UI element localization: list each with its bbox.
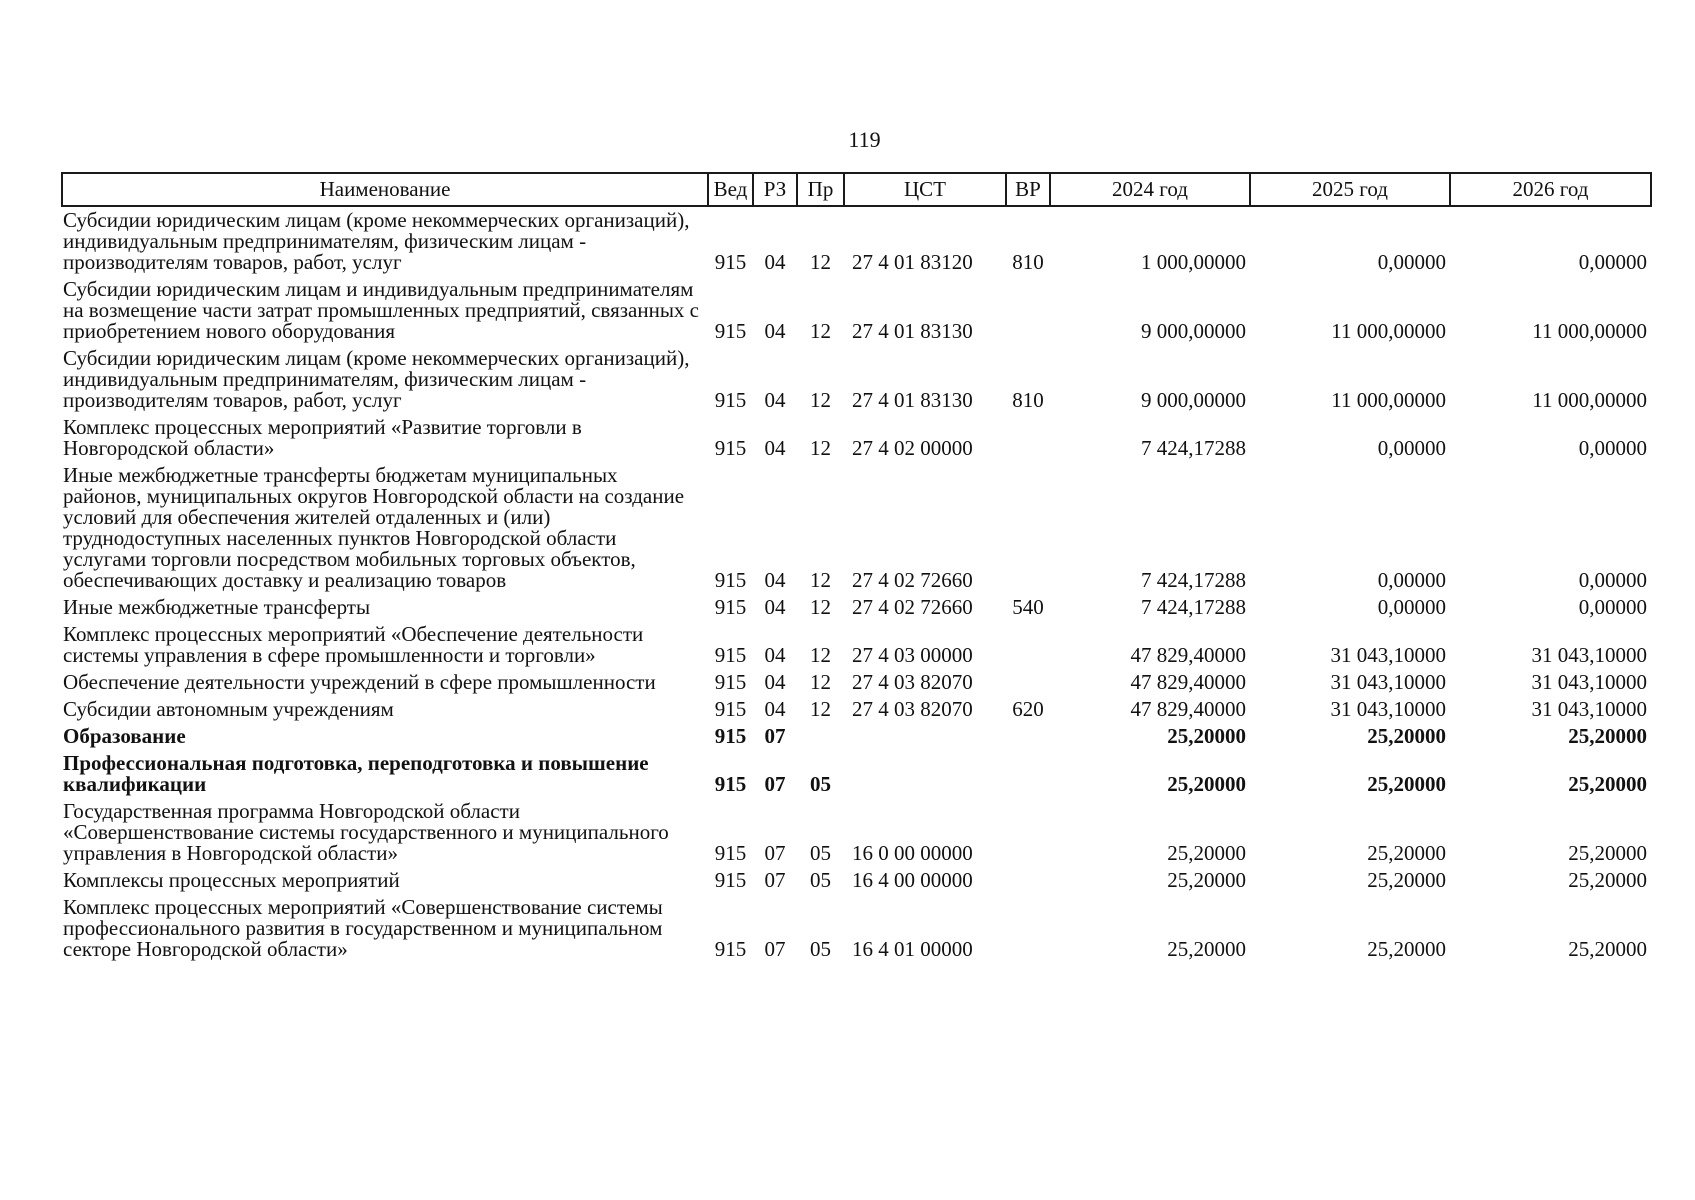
cell-ved: 915 xyxy=(714,697,747,721)
cell-vr xyxy=(1006,621,1050,669)
cell-2024: 7 424,17288 xyxy=(1141,595,1246,619)
header-2025: 2025 год xyxy=(1250,173,1450,206)
cell-vr xyxy=(1006,867,1050,894)
cell-2026: 0,00000 xyxy=(1578,436,1647,460)
cell-rz: 07 xyxy=(764,772,786,796)
table-row xyxy=(62,621,1651,669)
cell-2025: 0,00000 xyxy=(1377,595,1446,619)
cell-cst: 27 4 02 72660 xyxy=(852,568,973,592)
cell-name: Субсидии юридическим лицам и индивидуальным предпринимателям на возмещение части затрат промышленных предприятий, связанных с приобретением нового оборудования xyxy=(63,277,699,343)
cell-rz: 04 xyxy=(764,643,786,667)
cell-cst: 27 4 02 00000 xyxy=(852,436,973,460)
cell-2024: 25,20000 xyxy=(1167,772,1246,796)
cell-name: Субсидии автономным учреждениям xyxy=(63,697,394,721)
cell-2026: 25,20000 xyxy=(1568,724,1647,748)
cell-2026: 25,20000 xyxy=(1568,937,1647,961)
cell-2026: 11 000,00000 xyxy=(1532,388,1647,412)
table-row xyxy=(62,696,1651,723)
cell-rz: 04 xyxy=(764,697,786,721)
cell-2026: 0,00000 xyxy=(1578,250,1647,274)
table-row xyxy=(62,894,1651,963)
table-header xyxy=(62,173,1651,206)
cell-name: Комплексы процессных мероприятий xyxy=(63,868,400,892)
table-row xyxy=(62,798,1651,867)
cell-pr: 12 xyxy=(810,319,831,343)
cell-vr xyxy=(1006,414,1050,462)
table-row xyxy=(62,345,1651,414)
table-row xyxy=(62,867,1651,894)
cell-pr: 05 xyxy=(810,937,831,961)
cell-pr: 12 xyxy=(810,568,831,592)
cell-rz: 04 xyxy=(764,436,786,460)
cell-vr xyxy=(1006,669,1050,696)
cell-2025: 0,00000 xyxy=(1377,250,1446,274)
cell-rz: 04 xyxy=(764,568,786,592)
cell-pr: 12 xyxy=(810,436,831,460)
cell-rz: 07 xyxy=(764,868,786,892)
cell-2024: 47 829,40000 xyxy=(1130,643,1246,667)
cell-vr xyxy=(1006,894,1050,963)
cell-cst: 27 4 01 83130 xyxy=(852,388,973,412)
table-row xyxy=(62,669,1651,696)
table-row xyxy=(62,414,1651,462)
cell-vr: 620 xyxy=(1012,697,1044,721)
cell-name: Субсидии юридическим лицам (кроме некоммерческих организаций), индивидуальным предпринимателям, физическим лицам - производителям товаров, работ, услуг xyxy=(63,208,690,274)
cell-2026: 31 043,10000 xyxy=(1531,697,1647,721)
cell-cst xyxy=(844,750,1006,798)
cell-ved: 915 xyxy=(714,568,747,592)
cell-2025: 25,20000 xyxy=(1367,724,1446,748)
cell-2024: 47 829,40000 xyxy=(1130,670,1246,694)
cell-name: Образование xyxy=(63,724,186,748)
cell-2025: 25,20000 xyxy=(1367,772,1446,796)
cell-name: Иные межбюджетные трансферты бюджетам муниципальных районов, муниципальных округов Новгородской области на создание условий для обеспечения жителей отдаленных и (или) труднодоступных населенных пунктов Новгородской области услугами торговли посредством мобильных торговых объектов, обеспечивающих доставку и реализацию товаров xyxy=(63,463,685,592)
cell-rz: 04 xyxy=(764,388,786,412)
cell-name: Субсидии юридическим лицам (кроме некоммерческих организаций), индивидуальным предпринимателям, физическим лицам - производителям товаров, работ, услуг xyxy=(63,346,690,412)
cell-name: Профессиональная подготовка, переподготовка и повышение квалификации xyxy=(63,751,649,796)
cell-2026: 25,20000 xyxy=(1568,841,1647,865)
table-row xyxy=(62,594,1651,621)
cell-pr: 12 xyxy=(810,670,831,694)
cell-rz: 07 xyxy=(764,937,786,961)
cell-name: Государственная программа Новгородской области «Совершенствование системы государственного и муниципального управления в Новгородской области» xyxy=(63,799,669,865)
table-row xyxy=(62,206,1651,276)
page-number: 119 xyxy=(848,127,881,152)
cell-ved: 915 xyxy=(714,868,747,892)
cell-pr: 05 xyxy=(810,841,831,865)
cell-2024: 1 000,00000 xyxy=(1141,250,1246,274)
cell-rz: 04 xyxy=(764,670,786,694)
cell-pr: 12 xyxy=(810,250,831,274)
cell-pr: 12 xyxy=(810,388,831,412)
cell-ved: 915 xyxy=(714,388,747,412)
cell-2026: 0,00000 xyxy=(1578,568,1647,592)
cell-ved: 915 xyxy=(714,595,747,619)
cell-pr: 12 xyxy=(810,643,831,667)
cell-vr xyxy=(1006,798,1050,867)
cell-rz: 04 xyxy=(764,319,786,343)
cell-cst: 27 4 03 82070 xyxy=(852,670,973,694)
cell-ved: 915 xyxy=(714,772,747,796)
cell-name: Комплекс процессных мероприятий «Совершенствование системы профессионального развития в государственном и муниципальном секторе Новгородской области» xyxy=(63,895,663,961)
header-name: Наименование xyxy=(62,173,708,206)
cell-2025: 25,20000 xyxy=(1367,937,1446,961)
cell-2024: 25,20000 xyxy=(1167,724,1246,748)
cell-2025: 25,20000 xyxy=(1367,841,1446,865)
header-cst: ЦСТ xyxy=(844,173,1006,206)
cell-2024: 9 000,00000 xyxy=(1141,388,1246,412)
cell-rz: 04 xyxy=(764,595,786,619)
table-row xyxy=(62,462,1651,594)
cell-pr: 05 xyxy=(810,772,831,796)
budget-table xyxy=(61,172,1652,963)
cell-ved: 915 xyxy=(714,250,747,274)
cell-ved: 915 xyxy=(714,319,747,343)
cell-2025: 11 000,00000 xyxy=(1331,319,1446,343)
header-rz: РЗ xyxy=(753,173,797,206)
cell-cst: 16 4 00 00000 xyxy=(852,868,973,892)
cell-2026: 31 043,10000 xyxy=(1531,670,1647,694)
cell-cst: 27 4 02 72660 xyxy=(852,595,973,619)
cell-name: Комплекс процессных мероприятий «Обеспечение деятельности системы управления в сфере промышленности и торговли» xyxy=(63,622,644,667)
cell-cst: 16 0 00 00000 xyxy=(852,841,973,865)
cell-vr xyxy=(1006,723,1050,750)
cell-pr: 12 xyxy=(810,697,831,721)
header-ved: Вед xyxy=(708,173,753,206)
cell-ved: 915 xyxy=(714,436,747,460)
header-pr: Пр xyxy=(797,173,844,206)
cell-2026: 11 000,00000 xyxy=(1532,319,1647,343)
cell-name: Комплекс процессных мероприятий «Развитие торговли в Новгородской области» xyxy=(63,415,582,460)
cell-vr xyxy=(1006,750,1050,798)
cell-2026: 25,20000 xyxy=(1568,868,1647,892)
cell-vr: 810 xyxy=(1012,388,1044,412)
cell-2025: 11 000,00000 xyxy=(1331,388,1446,412)
header-vr: ВР xyxy=(1006,173,1050,206)
cell-vr xyxy=(1006,276,1050,345)
cell-pr: 05 xyxy=(810,868,831,892)
cell-ved: 915 xyxy=(714,670,747,694)
cell-rz: 04 xyxy=(764,250,786,274)
cell-ved: 915 xyxy=(714,937,747,961)
cell-2026: 0,00000 xyxy=(1578,595,1647,619)
cell-cst: 27 4 01 83130 xyxy=(852,319,973,343)
cell-2026: 31 043,10000 xyxy=(1531,643,1647,667)
cell-name: Обеспечение деятельности учреждений в сфере промышленности xyxy=(63,670,656,694)
cell-pr: 12 xyxy=(810,595,831,619)
cell-2025: 31 043,10000 xyxy=(1330,697,1446,721)
cell-cst: 27 4 03 00000 xyxy=(852,643,973,667)
cell-2024: 7 424,17288 xyxy=(1141,568,1246,592)
header-2026: 2026 год xyxy=(1450,173,1651,206)
cell-2025: 31 043,10000 xyxy=(1330,643,1446,667)
cell-ved: 915 xyxy=(714,841,747,865)
cell-2024: 9 000,00000 xyxy=(1141,319,1246,343)
cell-2024: 25,20000 xyxy=(1167,868,1246,892)
cell-vr: 540 xyxy=(1012,595,1044,619)
cell-2025: 0,00000 xyxy=(1377,436,1446,460)
cell-vr xyxy=(1006,462,1050,594)
table-body xyxy=(62,206,1651,963)
cell-name: Иные межбюджетные трансферты xyxy=(63,595,371,619)
cell-rz: 07 xyxy=(764,724,786,748)
table-row xyxy=(62,723,1651,750)
cell-2025: 25,20000 xyxy=(1367,868,1446,892)
table-row xyxy=(62,276,1651,345)
cell-2024: 25,20000 xyxy=(1167,937,1246,961)
cell-2024: 25,20000 xyxy=(1167,841,1246,865)
cell-ved: 915 xyxy=(714,643,747,667)
cell-vr: 810 xyxy=(1012,250,1044,274)
cell-2025: 31 043,10000 xyxy=(1330,670,1446,694)
table-row xyxy=(62,750,1651,798)
cell-2025: 0,00000 xyxy=(1377,568,1446,592)
cell-cst: 27 4 01 83120 xyxy=(852,250,973,274)
cell-2024: 7 424,17288 xyxy=(1141,436,1246,460)
cell-2026: 25,20000 xyxy=(1568,772,1647,796)
cell-cst: 27 4 03 82070 xyxy=(852,697,973,721)
cell-pr xyxy=(797,723,844,750)
cell-rz: 07 xyxy=(764,841,786,865)
header-2024: 2024 год xyxy=(1050,173,1250,206)
cell-2024: 47 829,40000 xyxy=(1130,697,1246,721)
cell-cst: 16 4 01 00000 xyxy=(852,937,973,961)
cell-ved: 915 xyxy=(714,724,747,748)
cell-cst xyxy=(844,723,1006,750)
